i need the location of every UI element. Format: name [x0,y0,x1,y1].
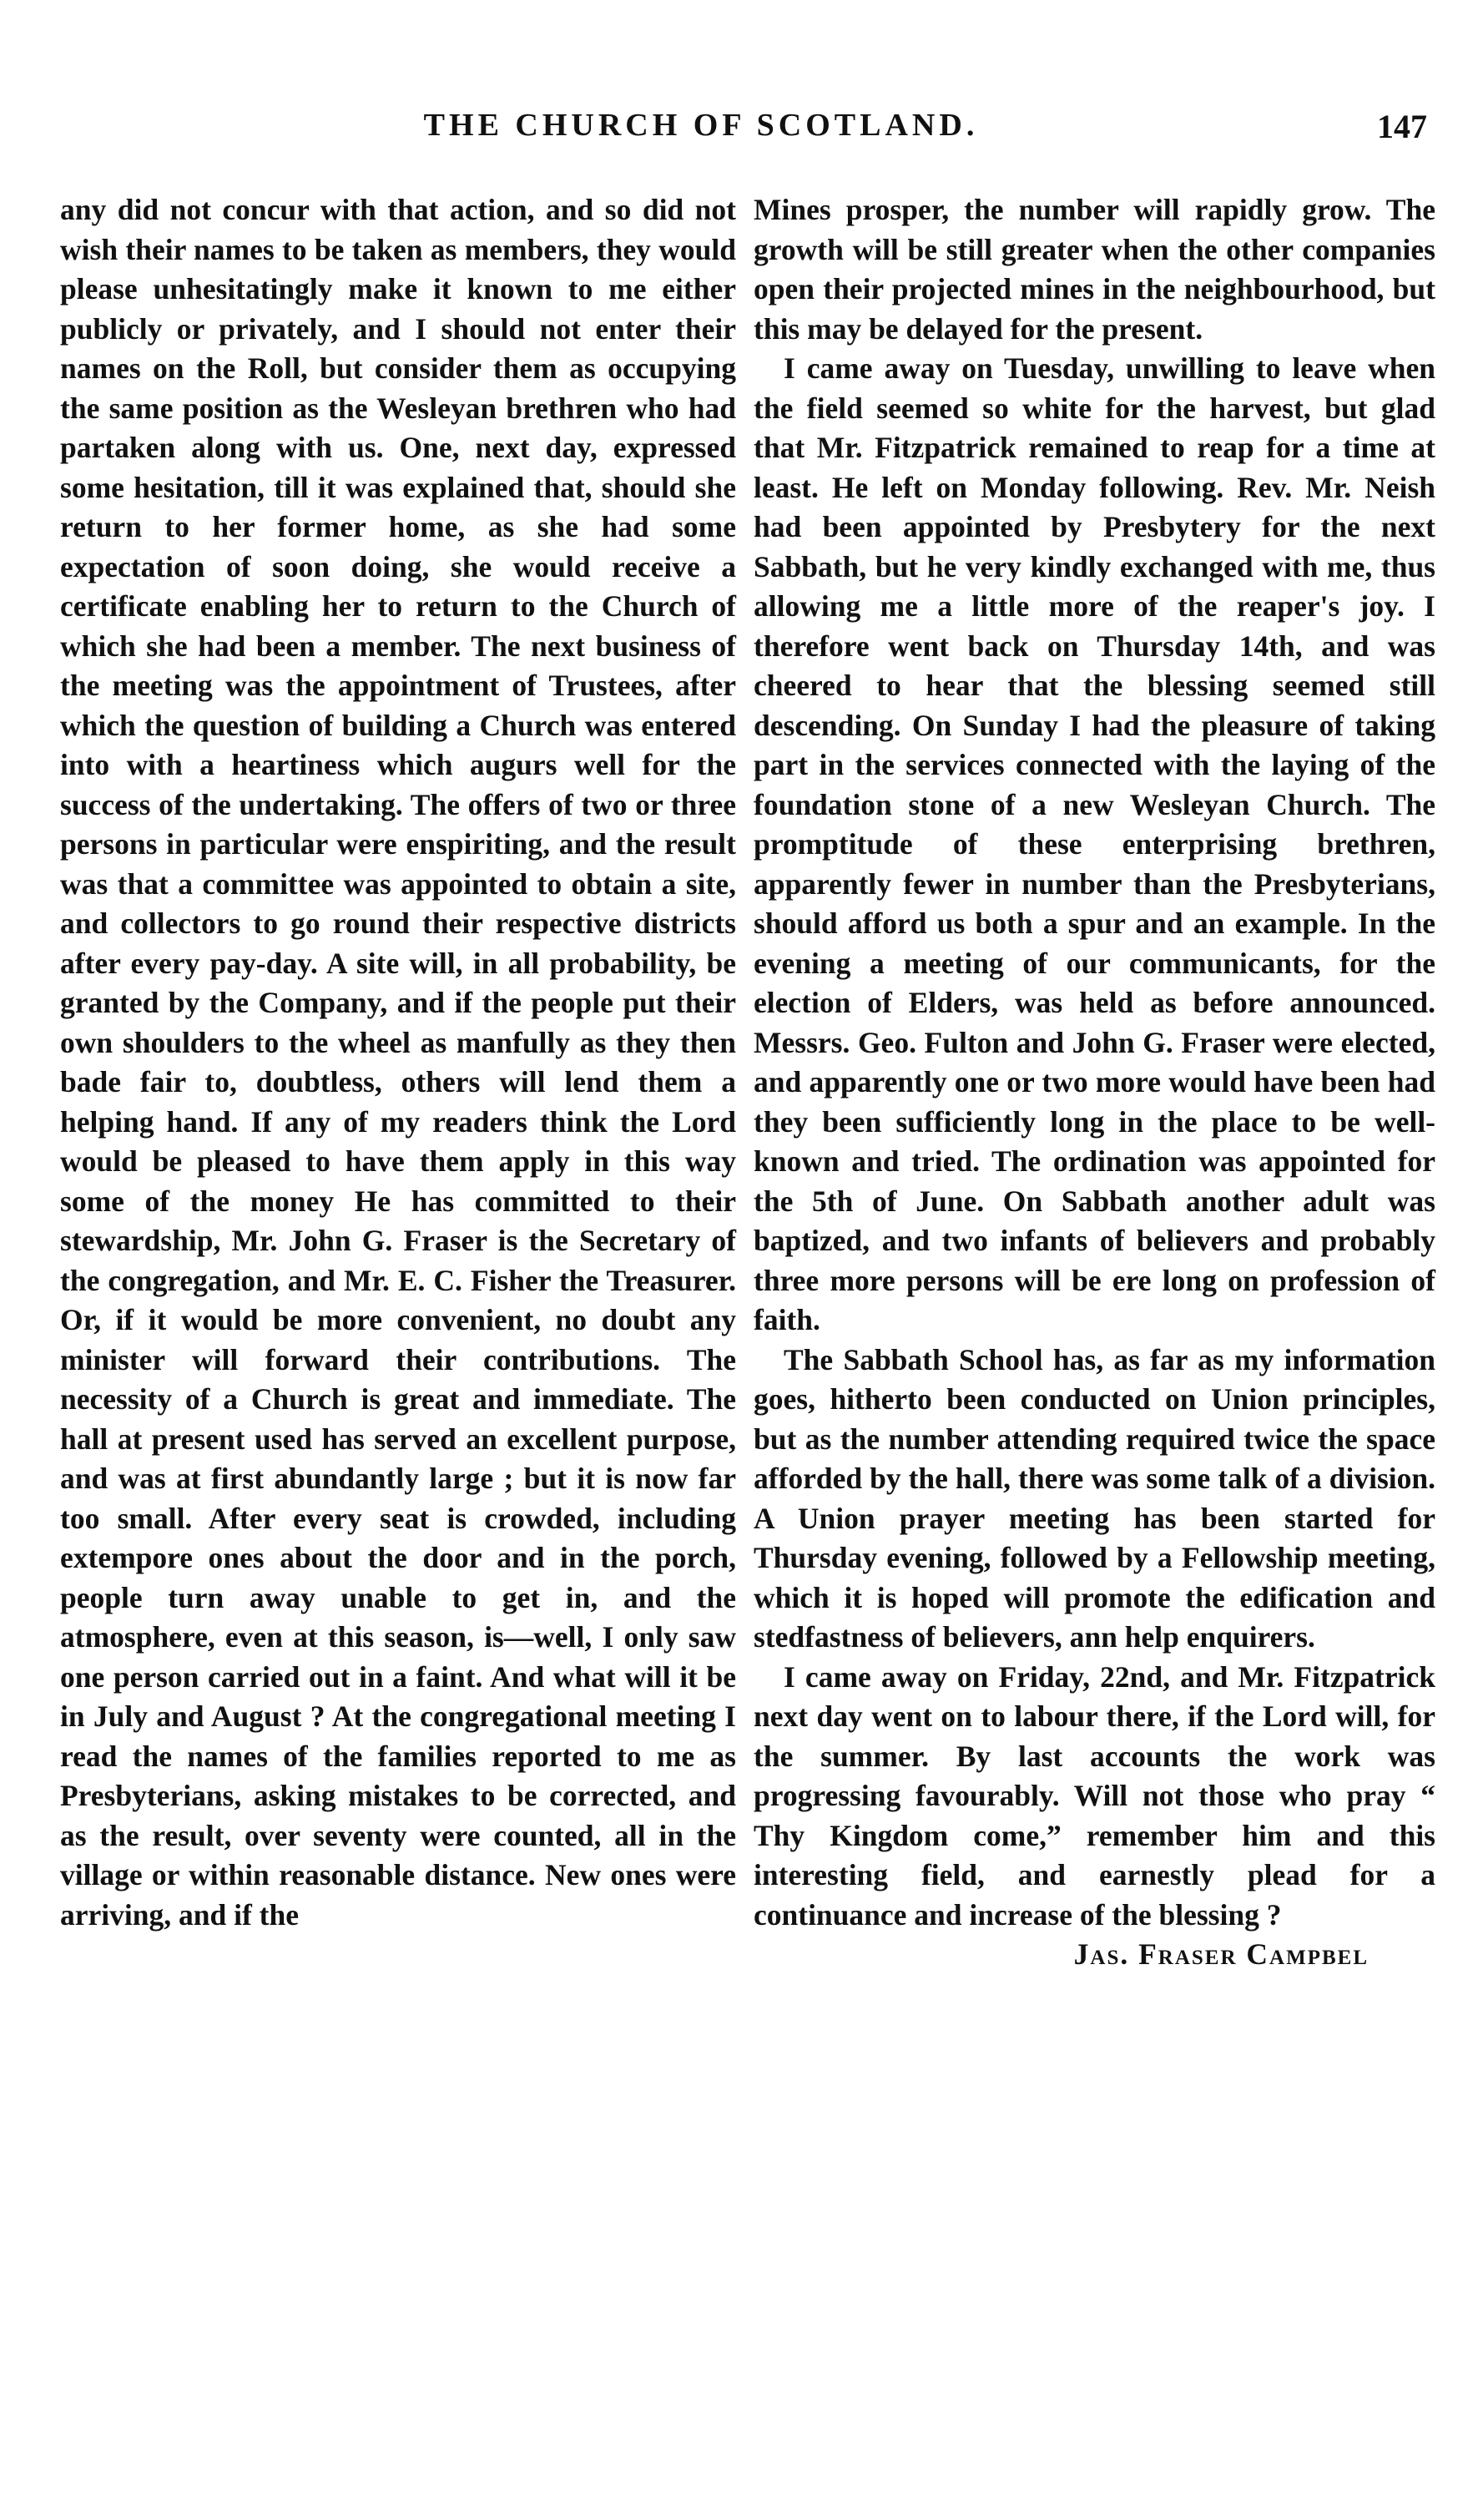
right-paragraph-3: The Sabbath School has, as far as my information goes, hitherto been conducted on Union principles, but as the number attending required twice the space afforded by the hall, there was some talk of a division. A Union prayer meeting has been started for Thursday evening, followed by a Fellowship meeting, which it is hoped will promote the edification and stedfastness of believers, ann help enquirers. [754,1342,1435,1654]
author-signature: Jas. Fraser Campbel [1073,1937,1369,1971]
running-title: THE CHURCH OF SCOTLAND. [423,108,979,143]
page-number: 147 [1377,108,1427,145]
right-paragraph-1: Mines prosper, the number will rapidly grow. The growth will be still greater when the other companies open their projected mines in the neighbourhood, but this may be delayed for the present. [754,193,1435,346]
running-head [50,107,1427,157]
right-column [754,190,1435,1975]
right-paragraph-4: I came away on Friday, 22nd, and Mr. Fitzpatrick next day went on to labour there, if the Lord will, for the summer. By last accounts the work was progressing favourably. Will not those who pray “ Thy Kingdom come,” remember him and this interesting field, and earnestly plead for a continuance and increase of the blessing ? [754,1659,1435,1932]
left-paragraph-1: any did not concur with that action, and so did not wish their names to be taken as members, they would please unhesitatingly make it known to me either publicly or privately, and I should not enter their names on the Roll, but consider them as occupying the same position as the Wesleyan brethren who had partaken along with us. One, next day, expressed some hesitation, till it was explained that, should she return to her former home, as she had some expectation of soon doing, she would receive a certificate enabling her to return to the Church of which she had been a member. The next business of the meeting was the appointment of Trustees, after which the question of building a Church was entered into with a heartiness which augurs well for the success of the undertaking. The offers of two or three persons in particular were enspiriting, and the result was that a committee was appointed to obtain a site, and collectors to go round their respective districts after every pay-day. A site will, in all probability, be granted by the Company, and if the people put their own shoulders to the wheel as manfully as they then bade fair to, doubtless, others will lend them a helping hand. If any of my readers think the Lord would be pleased to have them apply in this way some of the money He has committed to their stewardship, Mr. John G. Fraser is the Secretary of the congregation, and Mr. E. C. Fisher the Treasurer. Or, if it would be more convenient, no doubt any minister will forward their contributions. The necessity of a Church is great and immediate. The hall at present used has served an excellent purpose, and was at first abundantly large ; but it is now far too small. After every seat is crowded, including extempore ones about the door and in the porch, people turn away unable to get in, and the atmosphere, even at this season, is—well, I only saw one person carried out in a faint. And what will it be in July and August ? At the congregational meeting I read the names of the families reported to me as Presbyterians, asking mistakes to be corrected, and as the result, over seventy were counted, all in the village or within reasonable distance. New ones were arriving, and if the [60,193,736,1932]
right-paragraph-2: I came away on Tuesday, unwilling to leave when the field seemed so white for the harvest, but glad that Mr. Fitzpatrick remained to reap for a time at least. He left on Monday following. Rev. Mr. Neish had been appointed by Presbytery for the next Sabbath, but he very kindly exchanged with me, thus allowing me a little more of the reaper's joy. I therefore went back on Thursday 14th, and was cheered to hear that the blessing seemed still descending. On Sunday I had the pleasure of taking part in the services connected with the laying of the foundation stone of a new Wesleyan Church. The promptitude of these enterprising brethren, apparently fewer in number than the Presbyterians, should afford us both a spur and an example. In the evening a meeting of our communicants, for the election of Elders, was held as before announced. Messrs. Geo. Fulton and John G. Fraser were elected, and apparently one or two more would have been had they been sufficiently long in the place to be well-known and tried. The ordination was appointed for the 5th of June. On Sabbath another adult was baptized, and two infants of believers and probably three more persons will be ere long on profession of faith. [754,351,1435,1336]
left-column [60,190,736,1935]
